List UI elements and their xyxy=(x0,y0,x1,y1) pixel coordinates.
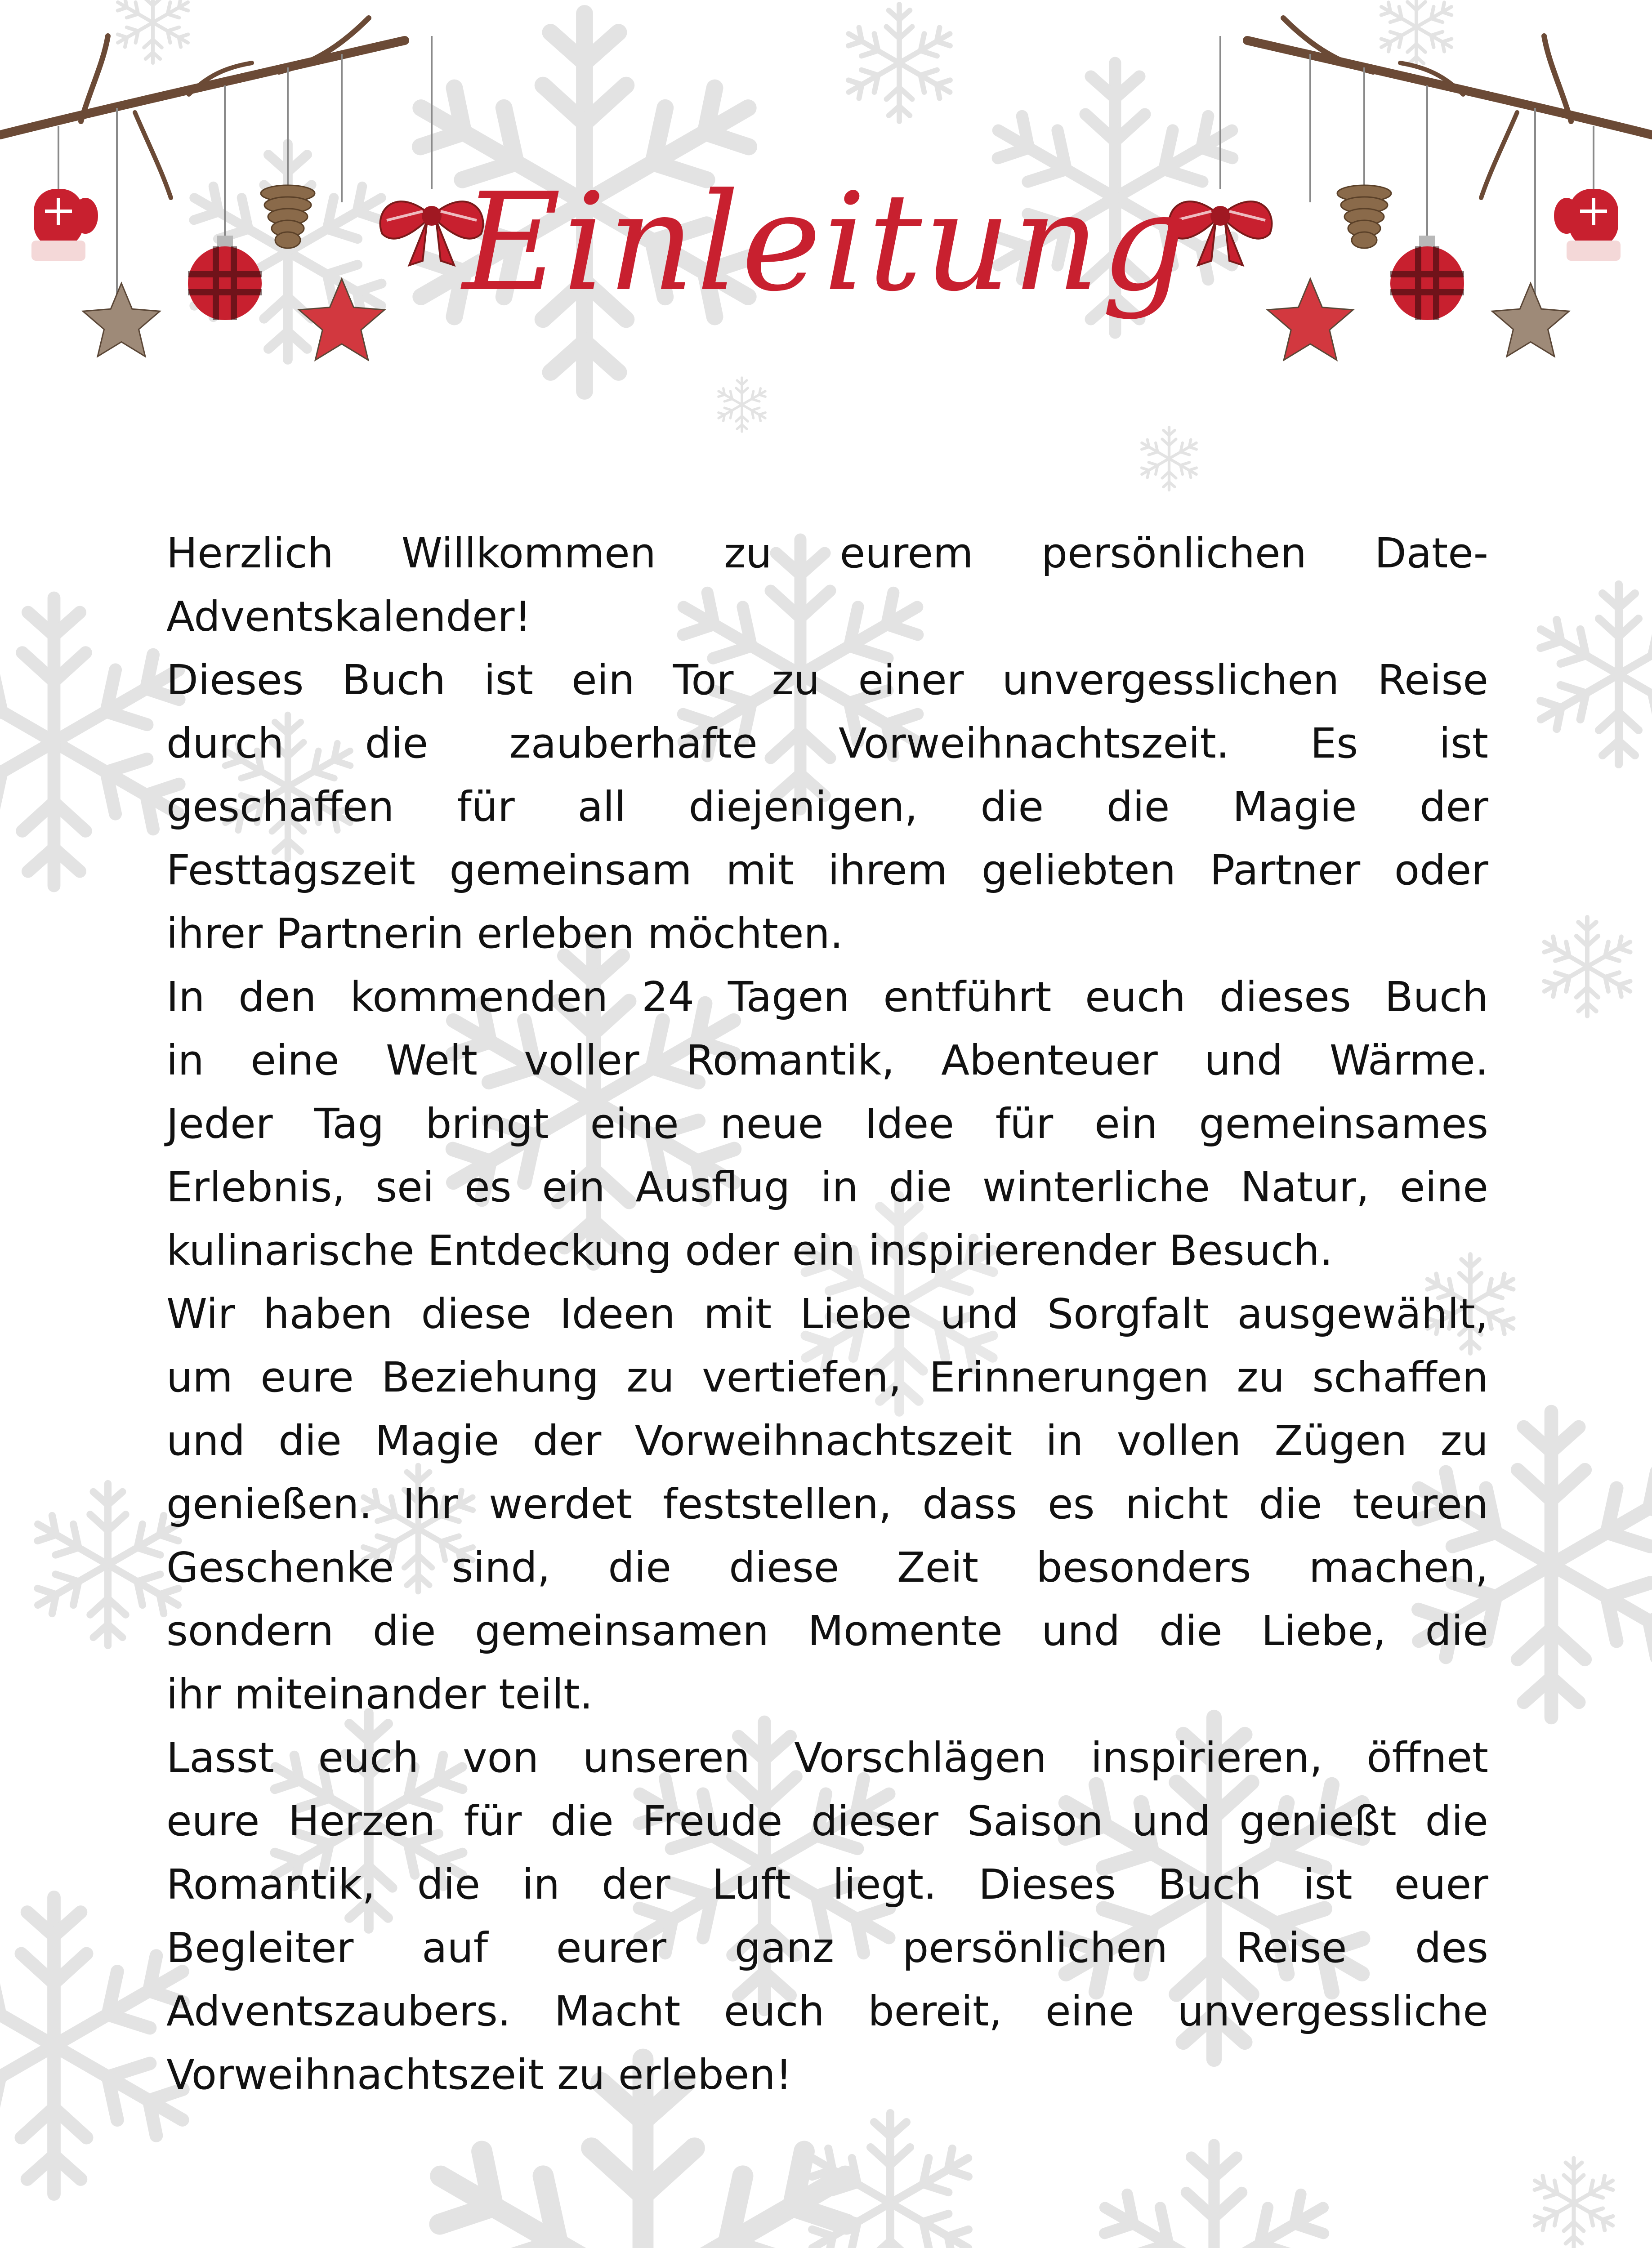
paragraph-3 xyxy=(166,965,1488,1282)
paragraph-4 xyxy=(166,1282,1488,1726)
text-line: kulinarische Entdeckung oder ein inspirierender Besuch. xyxy=(166,1227,1333,1275)
intro-text xyxy=(166,522,1488,2106)
text-line: Adventszaubers. Macht euch bereit, eine unvergessliche xyxy=(166,1987,1488,2035)
text-line: geschaffen für all diejenigen, die die Magie der xyxy=(166,783,1488,831)
text-line: sondern die gemeinsamen Momente und die Liebe, die xyxy=(166,1607,1488,1655)
text-line: durch die zauberhafte Vorweihnachtszeit. Es ist xyxy=(166,719,1488,767)
text-line: ihr miteinander teilt. xyxy=(166,1670,593,1718)
paragraph-2 xyxy=(166,648,1488,965)
text-line: in eine Welt voller Romantik, Abenteuer und Wärme. xyxy=(166,1036,1488,1084)
text-line: Herzlich Willkommen zu eurem persönlichen Date- xyxy=(166,529,1488,577)
page-title: Einleitung xyxy=(462,164,1190,321)
text-line: um eure Beziehung zu vertiefen, Erinnerungen zu schaffen xyxy=(166,1353,1488,1401)
text-line: Lasst euch von unseren Vorschlägen inspirieren, öffnet xyxy=(166,1734,1488,1782)
text-line: genießen. Ihr werdet feststellen, dass es nicht die teuren xyxy=(166,1480,1488,1528)
text-line: Romantik, die in der Luft liegt. Dieses Buch ist euer xyxy=(166,1860,1488,1909)
paragraph-1 xyxy=(166,522,1488,648)
text-line: Jeder Tag bringt eine neue Idee für ein gemeinsames xyxy=(166,1100,1488,1148)
text-line: Dieses Buch ist ein Tor zu einer unvergesslichen Reise xyxy=(166,656,1488,704)
text-line: Vorweihnachtszeit zu erleben! xyxy=(166,2051,792,2099)
text-line: Begleiter auf eurer ganz persönlichen Reise des xyxy=(166,1924,1488,1972)
text-line: ihrer Partnerin erleben möchten. xyxy=(166,910,843,958)
text-line: Geschenke sind, die diese Zeit besonders machen, xyxy=(166,1543,1488,1592)
paragraph-5 xyxy=(166,1726,1488,2106)
text-line: und die Magie der Vorweihnachtszeit in vollen Zügen zu xyxy=(166,1417,1488,1465)
text-line: Erlebnis, sei es ein Ausflug in die winterliche Natur, eine xyxy=(166,1163,1488,1211)
text-line: eure Herzen für die Freude dieser Saison und genießt die xyxy=(166,1797,1488,1845)
text-line: Adventskalender! xyxy=(166,593,531,641)
text-line: In den kommenden 24 Tagen entführt euch dieses Buch xyxy=(166,973,1488,1021)
text-line: Festtagszeit gemeinsam mit ihrem geliebten Partner oder xyxy=(166,846,1488,894)
text-line: Wir haben diese Ideen mit Liebe und Sorgfalt ausgewählt, xyxy=(166,1290,1488,1338)
